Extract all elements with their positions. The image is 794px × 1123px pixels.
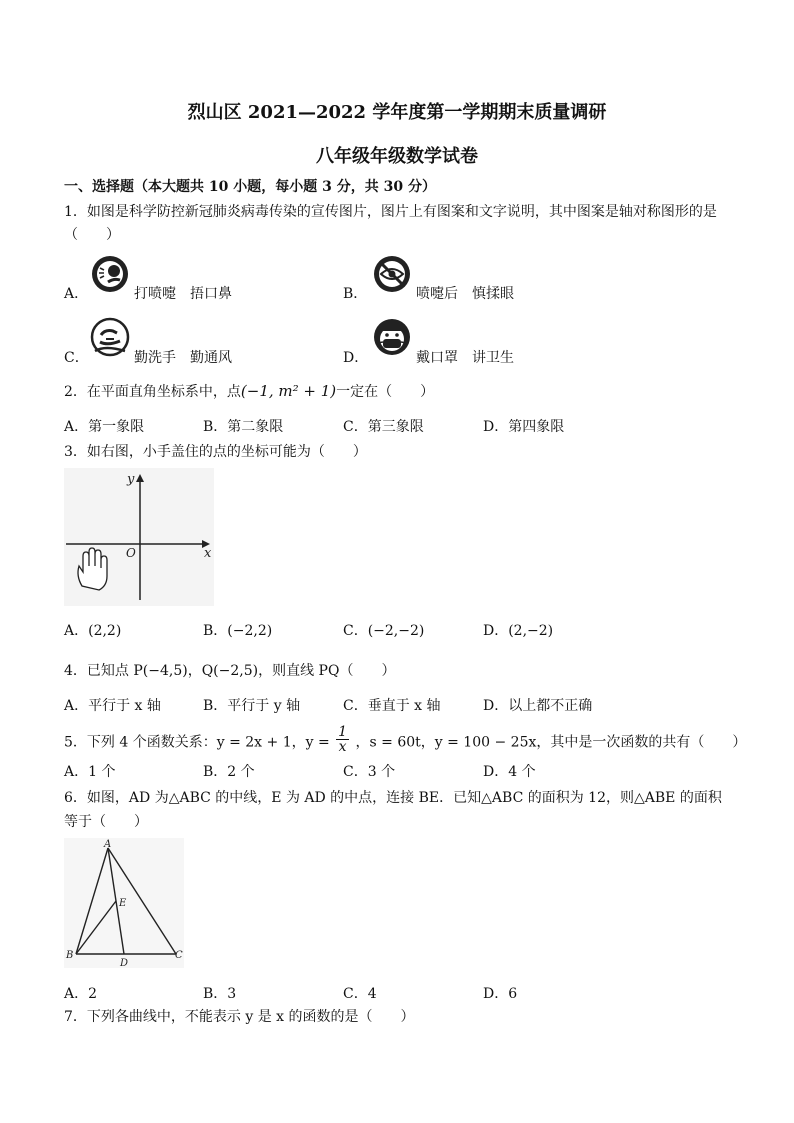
q5-option-b: B．2 个 [203,764,255,780]
q2-text [64,381,434,401]
q2-option-c: C．第三象限 [343,419,424,435]
q3-option-d: D．(2,−2) [483,623,554,639]
q1-option-d-caption: 戴口罩 讲卫生 [416,350,514,366]
point-c-label: C [175,950,183,961]
page-subtitle: 八年级年级数学试卷 [316,146,478,167]
q5-suffix: ，s = 60t，y = 100 − 25x，其中是一次函数的共有（ ） [355,734,747,751]
q3-option-c: C．(−2,−2) [343,623,425,639]
q6-text-line1: 6．如图，AD 为△ABC 的中线，E 为 AD 的中点，连接 BE．已知△ABC 的面积为 12，则△ABE 的面积 [64,790,722,806]
q6-option-c: C．4 [343,986,377,1002]
wear-mask-icon [372,317,412,357]
q2-option-b: B．第二象限 [203,419,284,435]
q5-frac-num: 1 [338,724,348,740]
q5-prefix: 5．下列 4 个函数关系：y = 2x + 1，y = [64,734,330,751]
q1-option-b-caption: 喷嚏后 慎揉眼 [416,286,514,302]
q6-text-line2: 等于（ ） [64,814,148,830]
section-heading: 一、选择题（本大题共 10 小题，每小题 3 分，共 30 分） [64,179,436,195]
point-d-label: D [120,958,129,968]
q3-origin-label: O [126,546,136,560]
q4-option-a: A．平行于 x 轴 [64,698,161,714]
q4-option-d: D．以上都不正确 [483,698,593,714]
q1-option-c-letter: C． [64,350,89,366]
q5-option-d: D．4 个 [483,764,536,780]
q2-option-a: A．第一象限 [64,419,145,435]
wash-hands-icon [90,317,130,357]
q3-coordinate-figure [64,468,214,606]
q3-y-label: y [127,472,135,487]
q1-text-line1: 1．如图是科学防控新冠肺炎病毒传染的宣传图片，图片上有图案和文字说明，其中图案是轴对称图形的是 [64,204,717,220]
q1-text-line2: （ ） [64,227,120,243]
q1-option-a-letter: A． [64,286,89,302]
point-a-label: A [104,839,112,850]
q1-option-b-letter: B． [343,286,368,302]
q3-text: 3．如右图，小手盖住的点的坐标可能为（ ） [64,444,367,460]
q2-point: (−1, m² + 1) [240,382,337,400]
sneeze-cover-icon [90,254,130,294]
q3-option-a: A．(2,2) [64,623,122,639]
q5-fraction [336,725,349,754]
point-b-label: B [66,950,74,961]
q5-option-c: C．3 个 [343,764,396,780]
no-rub-eyes-icon [372,254,412,294]
q2-suffix: 一定在（ ） [336,384,435,400]
page-title: 烈山区 2021—2022 学年度第一学期期末质量调研 [187,102,607,123]
q1-option-d-letter: D． [343,350,369,366]
q2-prefix: 2．在平面直角坐标系中，点 [64,384,241,400]
q4-option-c: C．垂直于 x 轴 [343,698,441,714]
q1-option-c-caption: 勤洗手 勤通风 [134,350,232,366]
q5-option-a: A．1 个 [64,764,116,780]
q5-frac-den: x [338,739,347,755]
q1-option-a-caption: 打喷嚏 捂口鼻 [134,286,232,302]
q4-option-b: B．平行于 y 轴 [203,698,301,714]
q3-x-label: x [204,546,212,561]
q6-option-b: B．3 [203,986,237,1002]
q6-option-d: D．6 [483,986,518,1002]
q6-triangle-figure [64,838,184,968]
q2-option-d: D．第四象限 [483,419,565,435]
q4-text: 4．已知点 P(−4,5)，Q(−2,5)，则直线 PQ（ ） [64,663,396,679]
point-e-label: E [119,898,127,909]
q3-option-b: B．(−2,2) [203,623,273,639]
q5-text [64,724,747,757]
q7-text: 7．下列各曲线中，不能表示 y 是 x 的函数的是（ ） [64,1009,415,1025]
q6-option-a: A．2 [64,986,98,1002]
